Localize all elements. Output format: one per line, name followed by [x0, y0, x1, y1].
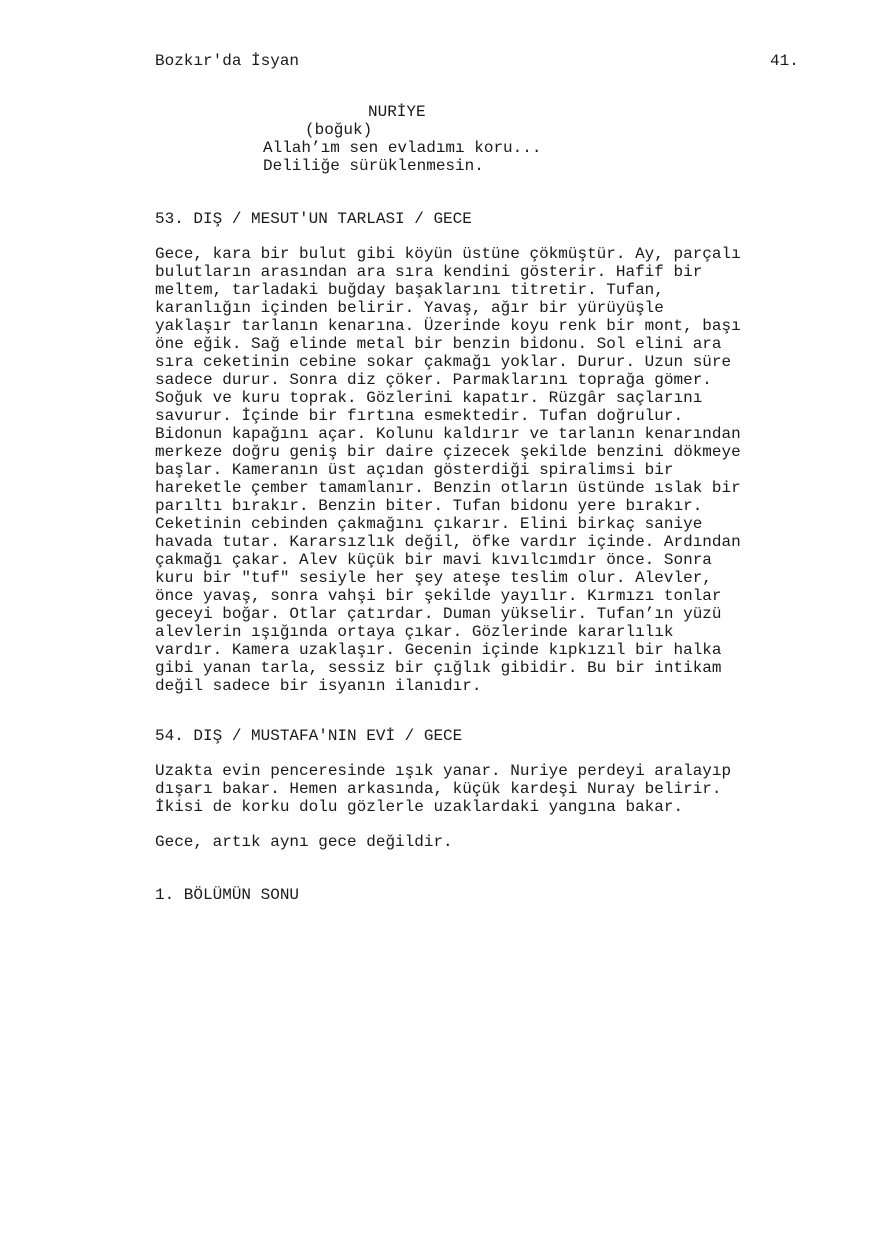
- scene-heading: 53. DIŞ / MESUT'UN TARLASI / GECE: [155, 210, 472, 228]
- action-line: İkisi de korku dolu gözlerle uzaklardaki yangına bakar.: [155, 798, 684, 816]
- action-line: vardır. Kamera uzaklaşır. Gecenin içinde kıpkızıl bir halka: [155, 641, 722, 659]
- action-line: karanlığın içinden belirir. Yavaş, ağır bir yürüyüşle: [155, 299, 664, 317]
- action-line: önce yavaş, sonra vahşi bir şekilde yayılır. Kırmızı tonlar: [155, 587, 722, 605]
- character-name: NURİYE: [368, 103, 426, 121]
- page-number: 41.: [770, 52, 799, 70]
- action-line: çakmağı çakar. Alev küçük bir mavi kıvılcımdır önce. Sonra: [155, 551, 712, 569]
- action-line: başlar. Kameranın üst açıdan gösterdiği spiralimsi bir: [155, 461, 674, 479]
- action-line: savurur. İçinde bir fırtına esmektedir. Tufan doğrulur.: [155, 407, 684, 425]
- action-line: Bidonun kapağını açar. Kolunu kaldırır ve tarlanın kenarından: [155, 425, 741, 443]
- action-line: bulutların arasından ara sıra kendini gösterir. Hafif bir: [155, 263, 703, 281]
- action-line: değil sadece bir isyanın ilanıdır.: [155, 677, 482, 695]
- action-line: hareketle çember tamamlanır. Benzin otların üstünde ıslak bir: [155, 479, 741, 497]
- document-title: Bozkır'da İsyan: [155, 52, 300, 70]
- action-line: sıra ceketinin cebine sokar çakmağı yoklar. Durur. Uzun süre: [155, 353, 732, 371]
- action-line: havada tutar. Kararsızlık değil, öfke vardır içinde. Ardından: [155, 533, 741, 551]
- action-line: sadece durur. Sonra diz çöker. Parmaklarını toprağa gömer.: [155, 371, 712, 389]
- episode-end-marker: 1. BÖLÜMÜN SONU: [155, 886, 300, 904]
- action-line: Gece, artık aynı gece değildir.: [155, 833, 453, 851]
- action-line: Gece, kara bir bulut gibi köyün üstüne çökmüştür. Ay, parçalı: [155, 245, 741, 263]
- action-line: parıltı bırakır. Benzin biter. Tufan bidonu yere bırakır.: [155, 497, 703, 515]
- action-line: Uzakta evin penceresinde ışık yanar. Nuriye perdeyi aralayıp: [155, 762, 732, 780]
- action-line: Ceketinin cebinden çakmağını çıkarır. Elini birkaç saniye: [155, 515, 703, 533]
- action-line: öne eğik. Sağ elinde metal bir benzin bidonu. Sol elini ara: [155, 335, 722, 353]
- action-line: dışarı bakar. Hemen arkasında, küçük kardeşi Nuray belirir.: [155, 780, 722, 798]
- action-line: alevlerin ışığında ortaya çıkar. Gözlerinde kararlılık: [155, 623, 674, 641]
- action-line: meltem, tarladaki buğday başaklarını titretir. Tufan,: [155, 281, 664, 299]
- action-line: yaklaşır tarlanın kenarına. Üzerinde koyu renk bir mont, başı: [155, 317, 741, 335]
- action-line: merkeze doğru geniş bir daire çizecek şekilde benzini dökmeye: [155, 443, 741, 461]
- dialogue-line: Allah’ım sen evladımı koru...: [263, 139, 542, 157]
- action-line: gibi yanan tarla, sessiz bir çığlık gibidir. Bu bir intikam: [155, 659, 722, 677]
- dialogue-line: Deliliğe sürüklenmesin.: [263, 157, 484, 175]
- action-line: Soğuk ve kuru toprak. Gözlerini kapatır. Rüzgâr saçlarını: [155, 389, 703, 407]
- action-line: kuru bir "tuf" sesiyle her şey ateşe teslim olur. Alevler,: [155, 569, 712, 587]
- parenthetical: (boğuk): [305, 121, 373, 139]
- action-line: geceyi boğar. Otlar çatırdar. Duman yükselir. Tufan’ın yüzü: [155, 605, 722, 623]
- scene-heading: 54. DIŞ / MUSTAFA'NIN EVİ / GECE: [155, 727, 463, 745]
